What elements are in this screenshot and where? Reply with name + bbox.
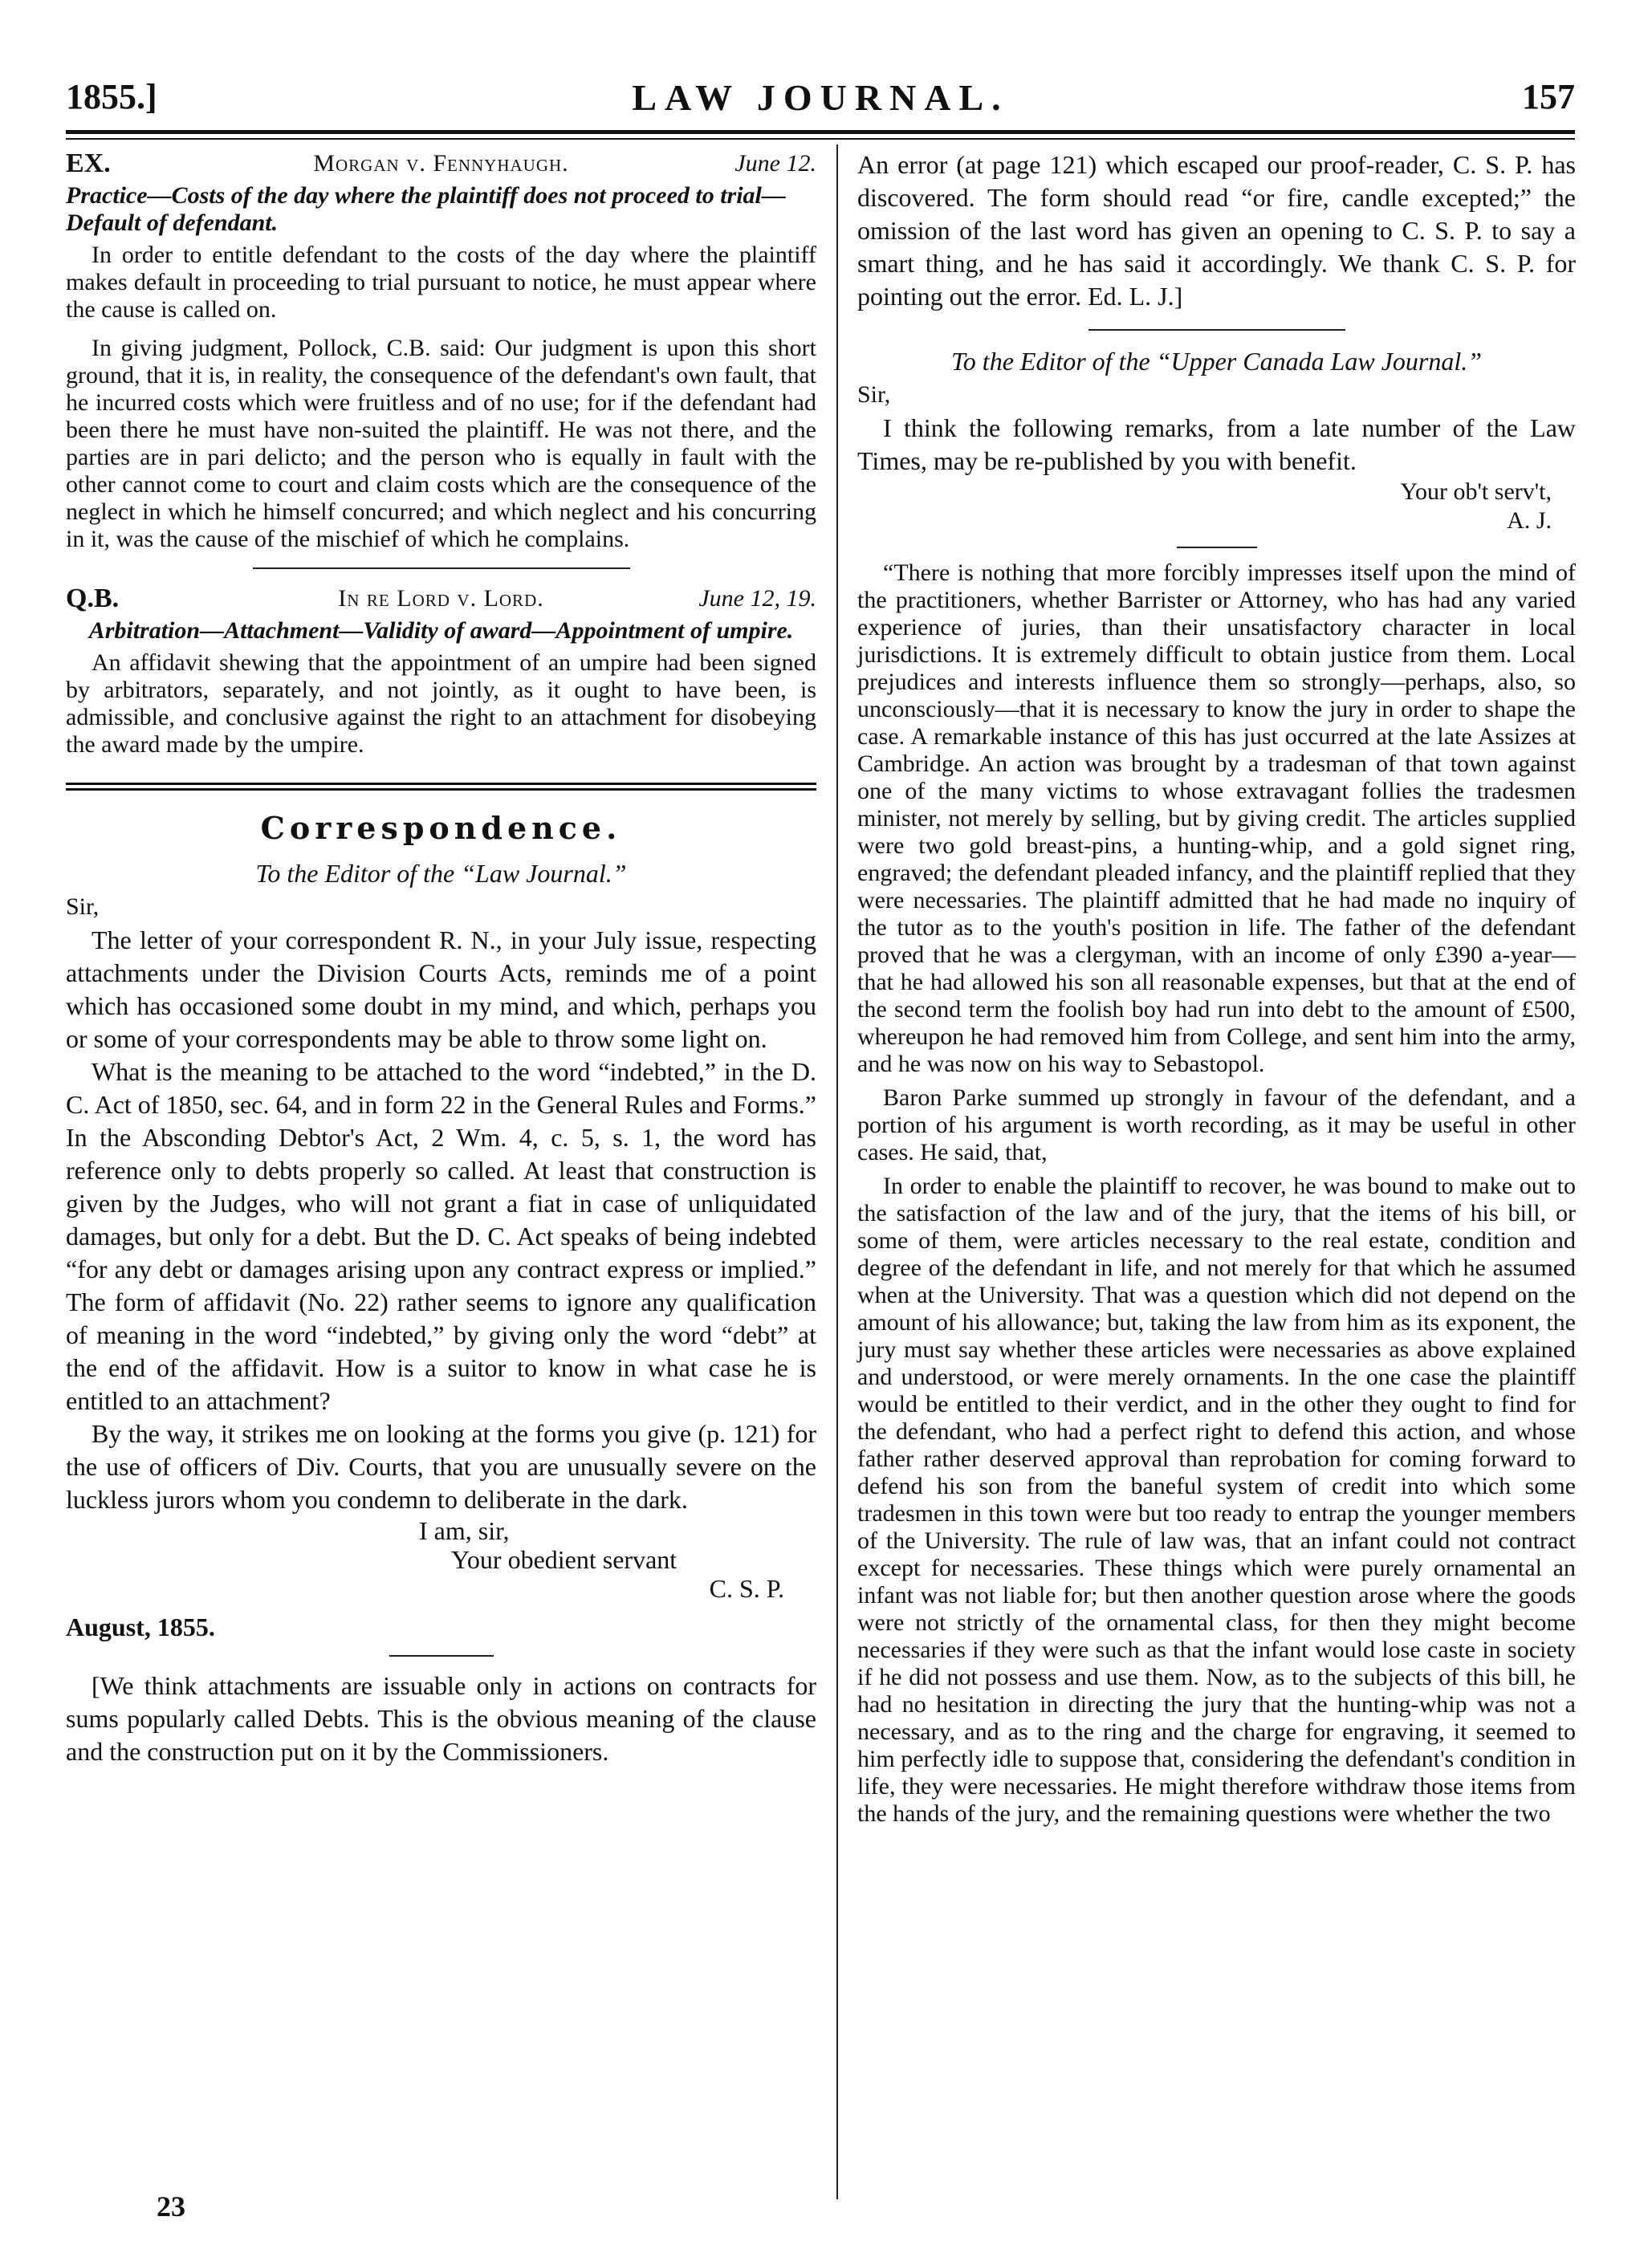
section-divider bbox=[253, 567, 630, 569]
letter-signature: A. J. bbox=[1507, 507, 1552, 534]
case-date: June 12, 19. bbox=[698, 585, 816, 612]
editor-note bbox=[66, 1670, 816, 1768]
header-rule-thick bbox=[66, 130, 1575, 134]
case-name: In re Lord v. Lord. bbox=[338, 585, 544, 612]
letter-salutation: Sir, bbox=[857, 381, 891, 408]
case-court: Q.B. bbox=[66, 584, 120, 613]
editor-note-text: [We think attachments are issuable only in actions on contracts for sums popularly called Debts. This is the obvious meaning of the clause and the construction put on it by the Commissioners. bbox=[66, 1671, 816, 1766]
case-name: Morgan v. Fennyhaugh. bbox=[313, 150, 569, 177]
letter-paragraph: By the way, it strikes me on looking at the forms you give (p. 121) for the use of officers of Div. Courts, that you are unusually severe on the luckless jurors whom you condemn to deliberate in the dark. bbox=[66, 1419, 816, 1514]
letter-addressee: To the Editor of the “Upper Canada Law Journal.” bbox=[950, 347, 1483, 376]
case-judgment: In giving judgment, Pollock, C.B. said: Our judgment is upon this short ground, that it is, in reality, the consequence of the defendant's own fault, that he incurred costs which were fruitless and of no use; for if the defendant had been there he must have non-suited the plaintiff. He was not there, and the parties are in pari delicto; and the person who is equally in fault with the other cannot come to court and claim costs which are the consequence of the neglect in which he himself concurred; and which neglect and his concurring in it, was the cause of the mischief of which he complains. bbox=[66, 335, 816, 552]
section-title: Correspondence. bbox=[260, 810, 622, 846]
letter-body bbox=[66, 924, 816, 1516]
case-date: June 12. bbox=[734, 150, 816, 177]
letter-body bbox=[857, 412, 1576, 478]
editor-note-text: An error (at page 121) which escaped our proof-reader, C. S. P. has discovered. The form should read “or fire, candle excepted;” the omission of the last word has given an opening to C. S. P. to say a smart thing, and he has said it accordingly. We thank C. S. P. for pointing out the error. Ed. L. J.] bbox=[857, 150, 1576, 311]
letter-closing: Your obedient servant bbox=[451, 1545, 677, 1574]
signature-mark: 23 bbox=[157, 2190, 185, 2223]
header-rule-thin bbox=[66, 138, 1575, 140]
double-rule bbox=[66, 783, 816, 791]
case-subject: Practice—Costs of the day where the plaintiff does not proceed to trial—Default of defendant. bbox=[66, 182, 786, 236]
page-header bbox=[66, 76, 1575, 124]
right-column bbox=[857, 148, 1576, 1828]
section-divider bbox=[1088, 329, 1345, 331]
header-page-number: 157 bbox=[1522, 77, 1575, 116]
header-title: LAW JOURNAL. bbox=[632, 77, 1009, 118]
short-divider bbox=[389, 1655, 494, 1657]
case-headnote: In order to entitle defendant to the costs of the day where the plaintiff makes default in proceeding to trial pursuant to notice, he must appear where the cause is called on. bbox=[66, 242, 816, 323]
letter-addressee: To the Editor of the “Law Journal.” bbox=[255, 859, 627, 888]
header-year: 1855.] bbox=[66, 77, 157, 116]
quote-paragraph: “There is nothing that more forcibly impresses itself upon the mind of the practitioners, whether Barrister or Attorney, who has had any varied experience of juries, than their unsatisfactory character in local jurisdictions. It is extremely difficult to obtain justice from them. Local prejudices and interests influence them so strongly—perhaps, also, so unconsciously—that it is necessary to know the jury in order to shape the case. A remarkable instance of this has just occurred at the late Assizes at Cambridge. An action was brought by a tradesman of that town against one of the many victims to whose extravagant follies the tradesmen minister, not merely by selling, but by giving credit. The articles supplied were two gold breast-pins, a hunting-whip, and a gold signet ring, engraved; the defendant pleaded infancy, and the plaintiff replied that they were necessaries. The plaintiff admitted that he had made no inquiry of the tutor as to the youth's position in life. The father of the defendant proved that he was a clergyman, with an income of only £390 a-year—that he had allowed his son all reasonable expenses, but that at the end of the second term the foolish boy had run into debt to the amount of £500, whereupon he had removed him from College, and sent him into the army, and he was now on his way to Sebastopol. bbox=[857, 559, 1576, 1077]
case-subject: Arbitration—Attachment—Validity of award—Appointment of umpire. bbox=[88, 617, 794, 644]
case-court: EX. bbox=[66, 148, 111, 178]
letter-date: August, 1855. bbox=[66, 1613, 215, 1641]
letter-signature: C. S. P. bbox=[709, 1574, 784, 1603]
quote-paragraph: Baron Parke summed up strongly in favour of the defendant, and a portion of his argument is worth recording, as it may be useful in other cases. He said, that, bbox=[857, 1084, 1576, 1165]
case-headnote: An affidavit shewing that the appointment of an umpire had been signed by arbitrators, separately, and not jointly, as it ought to have been, is admissible, and conclusive against the right to an attachment for disobeying the award made by the umpire. bbox=[66, 649, 816, 758]
letter-paragraph: What is the meaning to be attached to the word “indebted,” in the D. C. Act of 1850, sec. 64, and in form 22 in the General Rules and Forms.” In the Absconding Debtor's Act, 2 Wm. 4, c. 5, s. 1, the word has reference only to debts properly so called. At least that construction is given by the Judges, who will not grant a fiat in case of unliquidated damages, but only for a debt. But the D. C. Act speaks of being indebted “for any debt or damages arising upon any contract express or implied.” The form of affidavit (No. 22) rather seems to ignore any qualification of meaning in the word “indebted,” by giving only the word “debt” at the end of the affidavit. How is a suitor to know in what case he is entitled to an attachment? bbox=[66, 1057, 816, 1415]
letter-closing: I am, sir, bbox=[419, 1516, 510, 1545]
short-divider bbox=[1177, 547, 1257, 548]
letter-salutation: Sir, bbox=[66, 893, 100, 920]
quote-paragraph: In order to enable the plaintiff to recover, he was bound to make out to the satisfaction of the law and of the jury, that the items of his bill, or some of them, were articles necessary to the real estate, condition and degree of the defendant in life, and not merely for that which he assumed when at the University. That was a question which did not depend on the amount of his allowance; but, taking the law from him as its exponent, the jury must say whether these articles were necessaries as above explained and understood, or were merely ornaments. In the one case the plaintiff would be entitled to their verdict, and in the other they ought to find for the defendant, who had a perfect right to defend this action, and whose father rather deserved approval than reprobation for coming forward to defend his son from the baneful system of credit into which some tradesmen in this town were but too ready to entrap the younger members of the University. The rule of law was, that an infant could not contract except for necessaries. These things which were purely ornamental an infant was not liable for; but then another question arose where the goods were not strictly of the ornamental class, for then they might become necessaries if they were such as that the infant would lose caste in society if he did not possess and use them. Now, as to the subjects of this bill, he had no hesitation in directing the jury that the hunting-whip was not a necessary, and as to the ring and the charge for engraving, it seemed to him perfectly idle to suppose that, considering the defendant's condition in life, they were necessaries. He might therefore withdraw those items from the hands of the jury, and the remaining questions were whether the two bbox=[857, 1173, 1576, 1827]
letter-paragraph: The letter of your correspondent R. N., in your July issue, respecting attachments under the Division Courts Acts, reminds me of a point which has occasioned some doubt in my mind, and which, perhaps you or some of your correspondents may be able to throw some light on. bbox=[66, 925, 816, 1053]
letter-paragraph: I think the following remarks, from a late number of the Law Times, may be re-published by you with benefit. bbox=[857, 413, 1576, 475]
letter-closing: Your ob't serv't, bbox=[1400, 478, 1552, 505]
case-heading bbox=[66, 148, 816, 181]
case-heading bbox=[66, 584, 816, 616]
left-column bbox=[66, 148, 816, 1768]
editor-note-continued bbox=[857, 148, 1576, 313]
column-divider bbox=[836, 144, 838, 2199]
